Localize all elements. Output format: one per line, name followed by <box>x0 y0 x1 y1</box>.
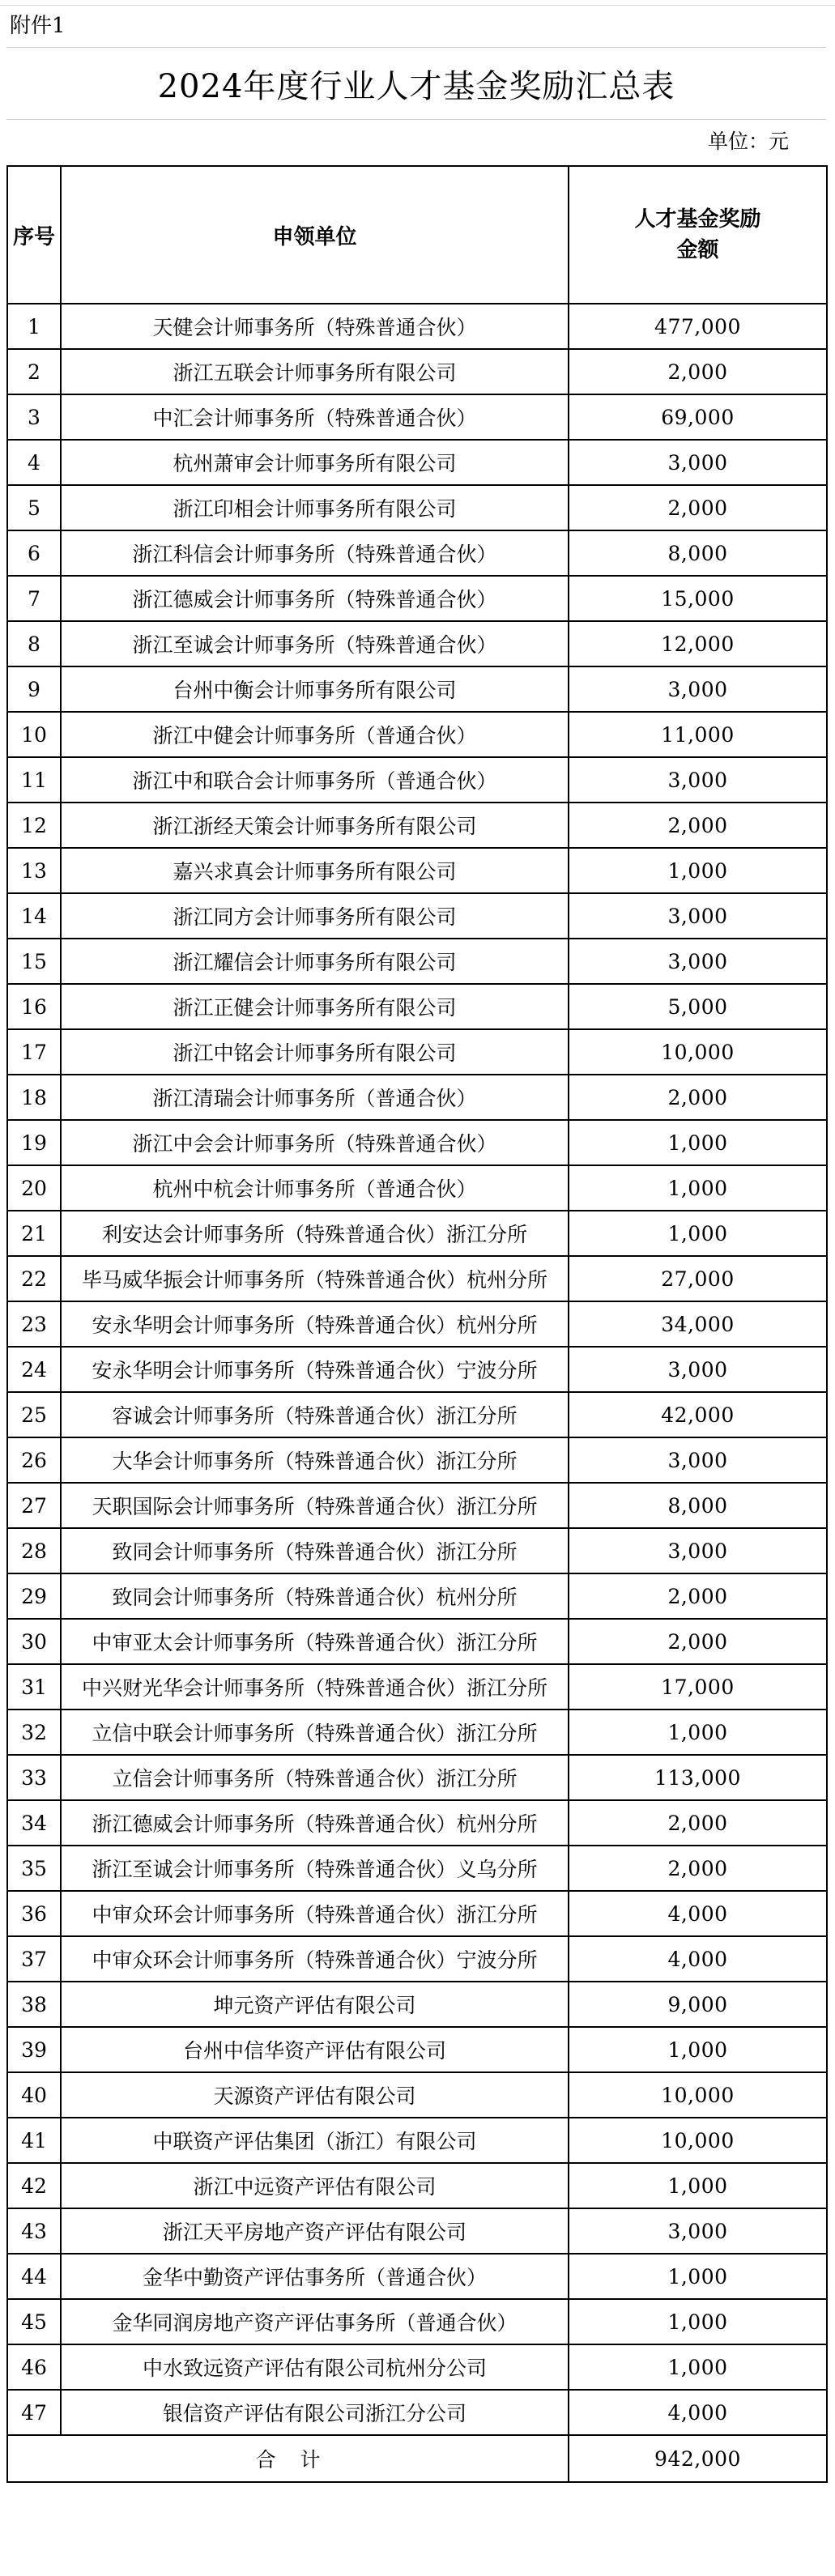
table-row <box>7 1800 827 1846</box>
cell-seq: 8 <box>7 621 61 666</box>
cell-amount: 3,000 <box>569 893 827 939</box>
total-label: 合计 <box>7 2435 569 2482</box>
cell-amount: 15,000 <box>569 576 827 621</box>
cell-amount: 1,000 <box>569 2299 827 2344</box>
cell-org: 浙江中健会计师事务所（普通合伙） <box>61 712 569 757</box>
cell-amount: 3,000 <box>569 1528 827 1573</box>
table-row <box>7 2299 827 2344</box>
cell-seq: 12 <box>7 803 61 848</box>
cell-amount: 2,000 <box>569 1619 827 1664</box>
cell-org: 中审亚太会计师事务所（特殊普通合伙）浙江分所 <box>61 1619 569 1664</box>
table-row <box>7 1301 827 1347</box>
cell-org: 天健会计师事务所（特殊普通合伙） <box>61 304 569 349</box>
top-border <box>0 0 835 6</box>
cell-amount: 2,000 <box>569 1846 827 1891</box>
cell-seq: 19 <box>7 1120 61 1165</box>
cell-amount: 2,000 <box>569 1573 827 1619</box>
header-amount <box>569 166 827 304</box>
table-row <box>7 1573 827 1619</box>
cell-amount: 3,000 <box>569 1347 827 1392</box>
cell-seq: 2 <box>7 349 61 394</box>
cell-seq: 5 <box>7 485 61 530</box>
cell-amount: 11,000 <box>569 712 827 757</box>
cell-amount: 10,000 <box>569 2072 827 2118</box>
cell-amount: 2,000 <box>569 803 827 848</box>
table-row <box>7 2072 827 2118</box>
cell-org: 致同会计师事务所（特殊普通合伙）浙江分所 <box>61 1528 569 1573</box>
table-row <box>7 1619 827 1664</box>
table-row <box>7 621 827 666</box>
table-row <box>7 939 827 984</box>
cell-amount: 3,000 <box>569 757 827 803</box>
header-amount-line1: 人才基金奖励 <box>634 207 761 232</box>
total-amount: 942,000 <box>569 2435 827 2482</box>
cell-amount: 12,000 <box>569 621 827 666</box>
cell-org: 浙江中和联合会计师事务所（普通合伙） <box>61 757 569 803</box>
cell-seq: 17 <box>7 1029 61 1075</box>
table-row <box>7 666 827 712</box>
cell-seq: 18 <box>7 1075 61 1120</box>
table-row <box>7 984 827 1029</box>
unit-label: 单位：元 <box>707 130 789 153</box>
cell-org: 浙江同方会计师事务所有限公司 <box>61 893 569 939</box>
cell-amount: 3,000 <box>569 2208 827 2254</box>
cell-org: 浙江至诚会计师事务所（特殊普通合伙）义乌分所 <box>61 1846 569 1891</box>
table-row <box>7 530 827 576</box>
award-summary-table <box>6 165 828 2483</box>
cell-org: 浙江印相会计师事务所有限公司 <box>61 485 569 530</box>
cell-seq: 46 <box>7 2344 61 2390</box>
cell-org: 浙江正健会计师事务所有限公司 <box>61 984 569 1029</box>
cell-org: 浙江科信会计师事务所（特殊普通合伙） <box>61 530 569 576</box>
table-row <box>7 1256 827 1301</box>
cell-seq: 15 <box>7 939 61 984</box>
cell-org: 大华会计师事务所（特殊普通合伙）浙江分所 <box>61 1437 569 1483</box>
cell-seq: 30 <box>7 1619 61 1664</box>
table-row <box>7 1710 827 1755</box>
table-row <box>7 757 827 803</box>
cell-amount: 1,000 <box>569 2027 827 2072</box>
cell-seq: 24 <box>7 1347 61 1392</box>
table-row <box>7 2208 827 2254</box>
cell-amount: 1,000 <box>569 1120 827 1165</box>
cell-amount: 4,000 <box>569 1891 827 1936</box>
cell-org: 浙江清瑞会计师事务所（普通合伙） <box>61 1075 569 1120</box>
header-seq: 序号 <box>7 166 61 304</box>
table-row <box>7 1347 827 1392</box>
table-row <box>7 1029 827 1075</box>
attachment-label: 附件1 <box>10 14 66 38</box>
cell-seq: 29 <box>7 1573 61 1619</box>
cell-org: 中审众环会计师事务所（特殊普通合伙）宁波分所 <box>61 1936 569 1982</box>
cell-seq: 11 <box>7 757 61 803</box>
table-row <box>7 1437 827 1483</box>
cell-seq: 34 <box>7 1800 61 1846</box>
table-row <box>7 1755 827 1800</box>
cell-org: 浙江至诚会计师事务所（特殊普通合伙） <box>61 621 569 666</box>
cell-org: 银信资产评估有限公司浙江分公司 <box>61 2390 569 2435</box>
cell-org: 浙江德威会计师事务所（特殊普通合伙） <box>61 576 569 621</box>
cell-seq: 14 <box>7 893 61 939</box>
table-row <box>7 1483 827 1528</box>
cell-org: 浙江中铭会计师事务所有限公司 <box>61 1029 569 1075</box>
cell-amount: 1,000 <box>569 2163 827 2208</box>
cell-amount: 1,000 <box>569 848 827 893</box>
cell-org: 浙江天平房地产资产评估有限公司 <box>61 2208 569 2254</box>
table-row <box>7 2163 827 2208</box>
cell-amount: 69,000 <box>569 394 827 440</box>
cell-amount: 8,000 <box>569 1483 827 1528</box>
table-row <box>7 2027 827 2072</box>
cell-amount: 1,000 <box>569 1211 827 1256</box>
cell-seq: 32 <box>7 1710 61 1755</box>
cell-seq: 43 <box>7 2208 61 2254</box>
table-row <box>7 2254 827 2299</box>
cell-seq: 28 <box>7 1528 61 1573</box>
cell-amount: 2,000 <box>569 349 827 394</box>
cell-org: 坤元资产评估有限公司 <box>61 1982 569 2027</box>
cell-org: 中兴财光华会计师事务所（特殊普通合伙）浙江分所 <box>61 1664 569 1710</box>
table-row <box>7 1664 827 1710</box>
unit-row <box>6 118 826 165</box>
table-header-row <box>7 166 827 304</box>
cell-org: 浙江耀信会计师事务所有限公司 <box>61 939 569 984</box>
table-row <box>7 712 827 757</box>
table-row <box>7 1891 827 1936</box>
cell-amount: 4,000 <box>569 2390 827 2435</box>
cell-org: 金华同润房地产资产评估事务所（普通合伙） <box>61 2299 569 2344</box>
cell-amount: 3,000 <box>569 1437 827 1483</box>
cell-org: 嘉兴求真会计师事务所有限公司 <box>61 848 569 893</box>
cell-amount: 2,000 <box>569 1075 827 1120</box>
cell-org: 利安达会计师事务所（特殊普通合伙）浙江分所 <box>61 1211 569 1256</box>
cell-amount: 1,000 <box>569 1165 827 1211</box>
cell-amount: 17,000 <box>569 1664 827 1710</box>
table-row <box>7 803 827 848</box>
cell-seq: 7 <box>7 576 61 621</box>
table-row <box>7 1075 827 1120</box>
cell-seq: 40 <box>7 2072 61 2118</box>
cell-seq: 3 <box>7 394 61 440</box>
cell-amount: 2,000 <box>569 485 827 530</box>
cell-amount: 4,000 <box>569 1936 827 1982</box>
cell-seq: 16 <box>7 984 61 1029</box>
table-row <box>7 1165 827 1211</box>
cell-seq: 10 <box>7 712 61 757</box>
cell-amount: 113,000 <box>569 1755 827 1800</box>
table-row <box>7 304 827 349</box>
total-row <box>7 2435 827 2482</box>
cell-seq: 23 <box>7 1301 61 1347</box>
cell-org: 浙江德威会计师事务所（特殊普通合伙）杭州分所 <box>61 1800 569 1846</box>
cell-org: 浙江浙经天策会计师事务所有限公司 <box>61 803 569 848</box>
cell-seq: 20 <box>7 1165 61 1211</box>
cell-org: 立信会计师事务所（特殊普通合伙）浙江分所 <box>61 1755 569 1800</box>
cell-org: 立信中联会计师事务所（特殊普通合伙）浙江分所 <box>61 1710 569 1755</box>
table-row <box>7 2344 827 2390</box>
table-row <box>7 893 827 939</box>
table-row <box>7 349 827 394</box>
cell-seq: 27 <box>7 1483 61 1528</box>
cell-amount: 10,000 <box>569 2118 827 2163</box>
cell-amount: 3,000 <box>569 440 827 485</box>
table-row <box>7 1846 827 1891</box>
cell-seq: 38 <box>7 1982 61 2027</box>
table-row <box>7 1982 827 2027</box>
table-row <box>7 1211 827 1256</box>
cell-org: 杭州中杭会计师事务所（普通合伙） <box>61 1165 569 1211</box>
table-row <box>7 394 827 440</box>
cell-org: 天源资产评估有限公司 <box>61 2072 569 2118</box>
cell-seq: 13 <box>7 848 61 893</box>
cell-org: 中水致远资产评估有限公司杭州分公司 <box>61 2344 569 2390</box>
cell-seq: 47 <box>7 2390 61 2435</box>
cell-seq: 45 <box>7 2299 61 2344</box>
cell-amount: 42,000 <box>569 1392 827 1437</box>
table-row <box>7 848 827 893</box>
cell-seq: 39 <box>7 2027 61 2072</box>
cell-seq: 41 <box>7 2118 61 2163</box>
table-row <box>7 1120 827 1165</box>
cell-org: 浙江五联会计师事务所有限公司 <box>61 349 569 394</box>
cell-org: 中审众环会计师事务所（特殊普通合伙）浙江分所 <box>61 1891 569 1936</box>
cell-org: 浙江中会会计师事务所（特殊普通合伙） <box>61 1120 569 1165</box>
cell-org: 浙江中远资产评估有限公司 <box>61 2163 569 2208</box>
cell-org: 安永华明会计师事务所（特殊普通合伙）杭州分所 <box>61 1301 569 1347</box>
table-row <box>7 440 827 485</box>
table-body <box>7 166 827 2482</box>
cell-amount: 34,000 <box>569 1301 827 1347</box>
cell-org: 金华中勤资产评估事务所（普通合伙） <box>61 2254 569 2299</box>
header-amount-line2: 金额 <box>676 238 719 262</box>
cell-seq: 21 <box>7 1211 61 1256</box>
cell-seq: 25 <box>7 1392 61 1437</box>
cell-seq: 33 <box>7 1755 61 1800</box>
cell-amount: 27,000 <box>569 1256 827 1301</box>
cell-amount: 3,000 <box>569 666 827 712</box>
cell-amount: 1,000 <box>569 2344 827 2390</box>
cell-amount: 9,000 <box>569 1982 827 2027</box>
cell-org: 杭州萧审会计师事务所有限公司 <box>61 440 569 485</box>
cell-seq: 6 <box>7 530 61 576</box>
table-row <box>7 1528 827 1573</box>
title-row <box>6 47 826 120</box>
cell-seq: 31 <box>7 1664 61 1710</box>
cell-org: 容诚会计师事务所（特殊普通合伙）浙江分所 <box>61 1392 569 1437</box>
cell-org: 中联资产评估集团（浙江）有限公司 <box>61 2118 569 2163</box>
cell-seq: 42 <box>7 2163 61 2208</box>
cell-amount: 3,000 <box>569 939 827 984</box>
cell-seq: 1 <box>7 304 61 349</box>
table-row <box>7 485 827 530</box>
cell-org: 台州中信华资产评估有限公司 <box>61 2027 569 2072</box>
cell-seq: 35 <box>7 1846 61 1891</box>
cell-amount: 2,000 <box>569 1800 827 1846</box>
cell-amount: 5,000 <box>569 984 827 1029</box>
table-row <box>7 1936 827 1982</box>
cell-seq: 44 <box>7 2254 61 2299</box>
table-row <box>7 2118 827 2163</box>
cell-amount: 477,000 <box>569 304 827 349</box>
table-row <box>7 576 827 621</box>
cell-org: 毕马威华振会计师事务所（特殊普通合伙）杭州分所 <box>61 1256 569 1301</box>
cell-seq: 9 <box>7 666 61 712</box>
cell-seq: 36 <box>7 1891 61 1936</box>
cell-seq: 22 <box>7 1256 61 1301</box>
cell-org: 致同会计师事务所（特殊普通合伙）杭州分所 <box>61 1573 569 1619</box>
cell-amount: 1,000 <box>569 2254 827 2299</box>
cell-org: 天职国际会计师事务所（特殊普通合伙）浙江分所 <box>61 1483 569 1528</box>
cell-org: 台州中衡会计师事务所有限公司 <box>61 666 569 712</box>
cell-seq: 37 <box>7 1936 61 1982</box>
cell-amount: 10,000 <box>569 1029 827 1075</box>
table-row <box>7 2390 827 2435</box>
cell-amount: 8,000 <box>569 530 827 576</box>
cell-seq: 4 <box>7 440 61 485</box>
cell-org: 安永华明会计师事务所（特殊普通合伙）宁波分所 <box>61 1347 569 1392</box>
table-row <box>7 1392 827 1437</box>
cell-amount: 1,000 <box>569 1710 827 1755</box>
cell-seq: 26 <box>7 1437 61 1483</box>
cell-org: 中汇会计师事务所（特殊普通合伙） <box>61 394 569 440</box>
page-title: 2024年度行业人才基金奖励汇总表 <box>157 67 675 105</box>
header-org: 申领单位 <box>61 166 569 304</box>
